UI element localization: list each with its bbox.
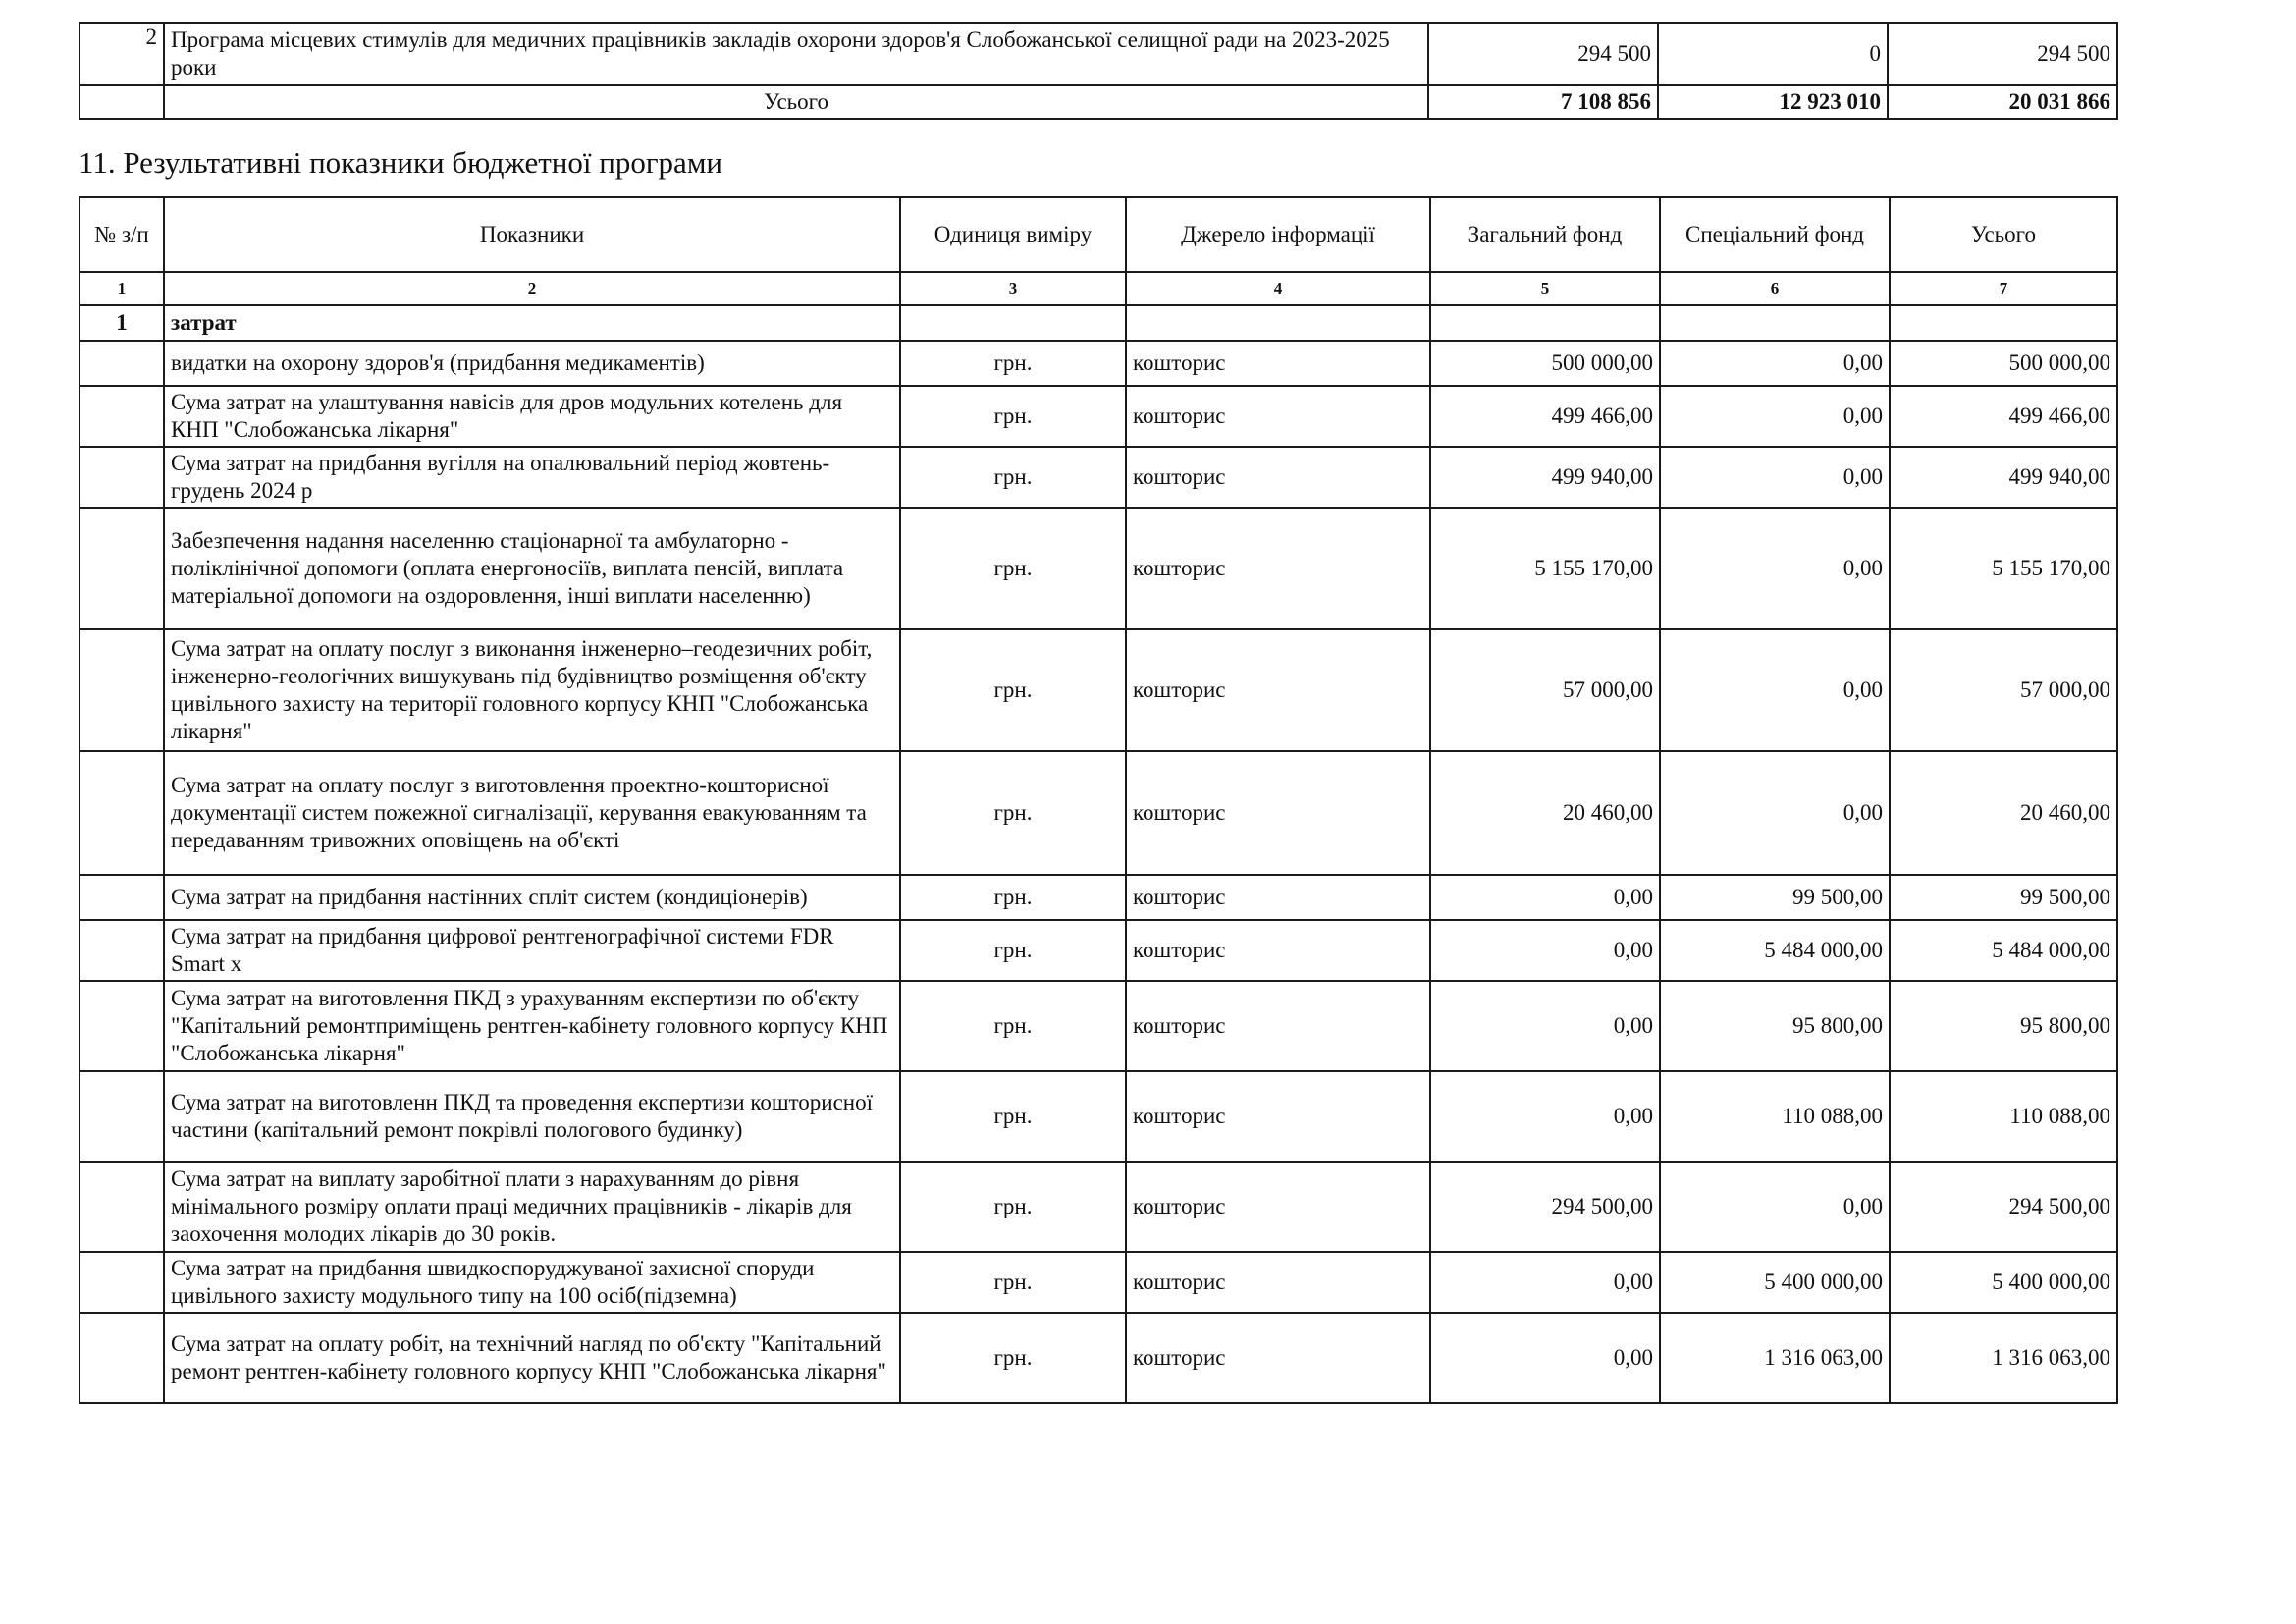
unit-cell: грн. (900, 447, 1126, 508)
general-fund-cell: 0,00 (1430, 920, 1660, 981)
table-row (80, 1252, 2117, 1313)
unit-cell: грн. (900, 508, 1126, 629)
header-unit: Одиниця виміру (900, 197, 1126, 272)
program-row (80, 23, 2117, 85)
source-cell: кошторис (1126, 447, 1430, 508)
table-row (80, 447, 2117, 508)
row-num (80, 508, 164, 629)
table-row (80, 629, 2117, 751)
general-fund-cell: 499 466,00 (1430, 386, 1660, 447)
unit-cell: грн. (900, 341, 1126, 386)
source-cell: кошторис (1126, 508, 1430, 629)
general-fund-cell: 0,00 (1430, 1071, 1660, 1162)
total-special-fund: 12 923 010 (1658, 85, 1888, 119)
total-cell: 294 500,00 (1890, 1162, 2117, 1252)
total-cell: 110 088,00 (1890, 1071, 2117, 1162)
header-indicators: Показники (164, 197, 900, 272)
row-num (80, 341, 164, 386)
row-num (80, 920, 164, 981)
empty-cell (1660, 305, 1890, 341)
special-fund-cell: 0,00 (1660, 508, 1890, 629)
program-special-fund: 0 (1658, 23, 1888, 85)
source-cell: кошторис (1126, 386, 1430, 447)
indicator-name: Сума затрат на придбання настінних спліт систем (кондиціонерів) (164, 875, 900, 920)
general-fund-cell: 294 500,00 (1430, 1162, 1660, 1252)
general-fund-cell: 57 000,00 (1430, 629, 1660, 751)
indicator-name: Сума затрат на придбання швидкоспоруджуваної захисної споруди цивільного захисту модульного типу на 100 осіб(підземна) (164, 1252, 900, 1313)
total-cell: 5 400 000,00 (1890, 1252, 2117, 1313)
indicator-name: Сума затрат на виготовленн ПКД та проведення експертизи кошторисної частини (капітальний ремонт покрівлі пологового будинку) (164, 1071, 900, 1162)
table-row (80, 508, 2117, 629)
col-number: 2 (164, 272, 900, 305)
performance-indicators-table (79, 196, 2118, 1404)
row-num (80, 981, 164, 1071)
source-cell: кошторис (1126, 875, 1430, 920)
program-name: Програма місцевих стимулів для медичних працівників закладів охорони здоров'я Слобожанської селищної ради на 2023-2025 роки (164, 23, 1428, 85)
table-row (80, 341, 2117, 386)
special-fund-cell: 0,00 (1660, 751, 1890, 875)
total-cell: 5 484 000,00 (1890, 920, 2117, 981)
program-total: 294 500 (1888, 23, 2117, 85)
section-row (80, 305, 2117, 341)
indicator-name: Сума затрат на улаштування навісів для дров модульних котелень для КНП "Слобожанська лікарня" (164, 386, 900, 447)
col-number: 4 (1126, 272, 1430, 305)
section-title: 11. Результативні показники бюджетної програми (79, 145, 723, 180)
row-num (80, 1313, 164, 1403)
general-fund-cell: 5 155 170,00 (1430, 508, 1660, 629)
header-row (80, 197, 2117, 272)
unit-cell: грн. (900, 920, 1126, 981)
row-num (80, 386, 164, 447)
empty-cell (1126, 305, 1430, 341)
column-number-row (80, 272, 2117, 305)
total-cell: 20 460,00 (1890, 751, 2117, 875)
total-cell: 99 500,00 (1890, 875, 2117, 920)
source-cell: кошторис (1126, 981, 1430, 1071)
col-number: 5 (1430, 272, 1660, 305)
special-fund-cell: 110 088,00 (1660, 1071, 1890, 1162)
indicator-name: Сума затрат на оплату робіт, на технічний нагляд по об'єкту "Капітальний ремонт рентген-кабінету головного корпусу КНП "Слобожанська лікарня" (164, 1313, 900, 1403)
unit-cell: грн. (900, 1252, 1126, 1313)
total-general-fund: 7 108 856 (1428, 85, 1658, 119)
table-row (80, 751, 2117, 875)
total-label: Усього (164, 85, 1428, 119)
general-fund-cell: 499 940,00 (1430, 447, 1660, 508)
source-cell: кошторис (1126, 751, 1430, 875)
row-num (80, 1162, 164, 1252)
program-general-fund: 294 500 (1428, 23, 1658, 85)
row-num (80, 751, 164, 875)
table-row (80, 920, 2117, 981)
total-cell: 499 940,00 (1890, 447, 2117, 508)
special-fund-cell: 99 500,00 (1660, 875, 1890, 920)
indicator-name: Сума затрат на оплату послуг з виконання інженерно–геодезичних робіт, інженерно-геологічних вишукувань під будівництво розміщення об'єкту цивільного захисту на території головного корпусу КНП "Слобожанська лікарня" (164, 629, 900, 751)
row-num (80, 875, 164, 920)
source-cell: кошторис (1126, 920, 1430, 981)
indicator-name: Забезпечення надання населенню стаціонарної та амбулаторно - поліклінічної допомоги (оплата енергоносіїв, виплата пенсій, виплата матеріальної допомоги на оздоровлення, інші виплати населенню) (164, 508, 900, 629)
col-number: 1 (80, 272, 164, 305)
programs-total-row (80, 85, 2117, 119)
general-fund-cell: 500 000,00 (1430, 341, 1660, 386)
special-fund-cell: 5 484 000,00 (1660, 920, 1890, 981)
row-num (80, 629, 164, 751)
table-row (80, 1071, 2117, 1162)
table-row (80, 875, 2117, 920)
total-cell: 500 000,00 (1890, 341, 2117, 386)
table-row (80, 981, 2117, 1071)
source-cell: кошторис (1126, 1313, 1430, 1403)
program-num: 2 (80, 23, 164, 85)
source-cell: кошторис (1126, 1071, 1430, 1162)
header-source: Джерело інформації (1126, 197, 1430, 272)
special-fund-cell: 0,00 (1660, 447, 1890, 508)
total-cell: 1 316 063,00 (1890, 1313, 2117, 1403)
indicator-name: Сума затрат на виготовлення ПКД з урахуванням експертизи по об'єкту "Капітальний ремонтприміщень рентген-кабінету головного корпусу КНП "Слобожанська лікарня" (164, 981, 900, 1071)
unit-cell: грн. (900, 1071, 1126, 1162)
row-num (80, 1071, 164, 1162)
general-fund-cell: 20 460,00 (1430, 751, 1660, 875)
empty-cell (1890, 305, 2117, 341)
indicator-name: Сума затрат на оплату послуг з виготовлення проектно-кошторисної документації систем пожежної сигналізації, керування евакуюванням та передаванням тривожних оповіщень на об'єкті (164, 751, 900, 875)
header-special-fund: Спеціальний фонд (1660, 197, 1890, 272)
col-number: 6 (1660, 272, 1890, 305)
unit-cell: грн. (900, 386, 1126, 447)
indicator-name: Сума затрат на виплату заробітної плати з нарахуванням до рівня мінімального розміру оплати праці медичних працівників - лікарів для заохочення молодих лікарів до 30 років. (164, 1162, 900, 1252)
indicator-name: Сума затрат на придбання цифрової рентгенографічної системи FDR Smart x (164, 920, 900, 981)
table-row (80, 386, 2117, 447)
total-num-cell (80, 85, 164, 119)
source-cell: кошторис (1126, 341, 1430, 386)
source-cell: кошторис (1126, 1252, 1430, 1313)
header-general-fund: Загальний фонд (1430, 197, 1660, 272)
unit-cell: грн. (900, 1313, 1126, 1403)
general-fund-cell: 0,00 (1430, 1252, 1660, 1313)
special-fund-cell: 0,00 (1660, 341, 1890, 386)
unit-cell: грн. (900, 1162, 1126, 1252)
total-all: 20 031 866 (1888, 85, 2117, 119)
empty-cell (1430, 305, 1660, 341)
total-cell: 95 800,00 (1890, 981, 2117, 1071)
special-fund-cell: 0,00 (1660, 629, 1890, 751)
general-fund-cell: 0,00 (1430, 875, 1660, 920)
total-cell: 57 000,00 (1890, 629, 2117, 751)
source-cell: кошторис (1126, 629, 1430, 751)
table-row (80, 1313, 2117, 1403)
special-fund-cell: 1 316 063,00 (1660, 1313, 1890, 1403)
indicator-name: Сума затрат на придбання вугілля на опалювальний період жовтень-грудень 2024 р (164, 447, 900, 508)
special-fund-cell: 0,00 (1660, 1162, 1890, 1252)
header-total: Усього (1890, 197, 2117, 272)
section-num: 1 (80, 305, 164, 341)
source-cell: кошторис (1126, 1162, 1430, 1252)
col-number: 7 (1890, 272, 2117, 305)
empty-cell (900, 305, 1126, 341)
unit-cell: грн. (900, 629, 1126, 751)
programs-summary-table (79, 22, 2118, 120)
table-row (80, 1162, 2117, 1252)
unit-cell: грн. (900, 981, 1126, 1071)
section-name: затрат (164, 305, 900, 341)
col-number: 3 (900, 272, 1126, 305)
header-num: № з/п (80, 197, 164, 272)
unit-cell: грн. (900, 875, 1126, 920)
total-cell: 499 466,00 (1890, 386, 2117, 447)
total-cell: 5 155 170,00 (1890, 508, 2117, 629)
indicator-name: видатки на охорону здоров'я (придбання медикаментів) (164, 341, 900, 386)
row-num (80, 1252, 164, 1313)
unit-cell: грн. (900, 751, 1126, 875)
row-num (80, 447, 164, 508)
special-fund-cell: 5 400 000,00 (1660, 1252, 1890, 1313)
general-fund-cell: 0,00 (1430, 981, 1660, 1071)
special-fund-cell: 95 800,00 (1660, 981, 1890, 1071)
general-fund-cell: 0,00 (1430, 1313, 1660, 1403)
special-fund-cell: 0,00 (1660, 386, 1890, 447)
